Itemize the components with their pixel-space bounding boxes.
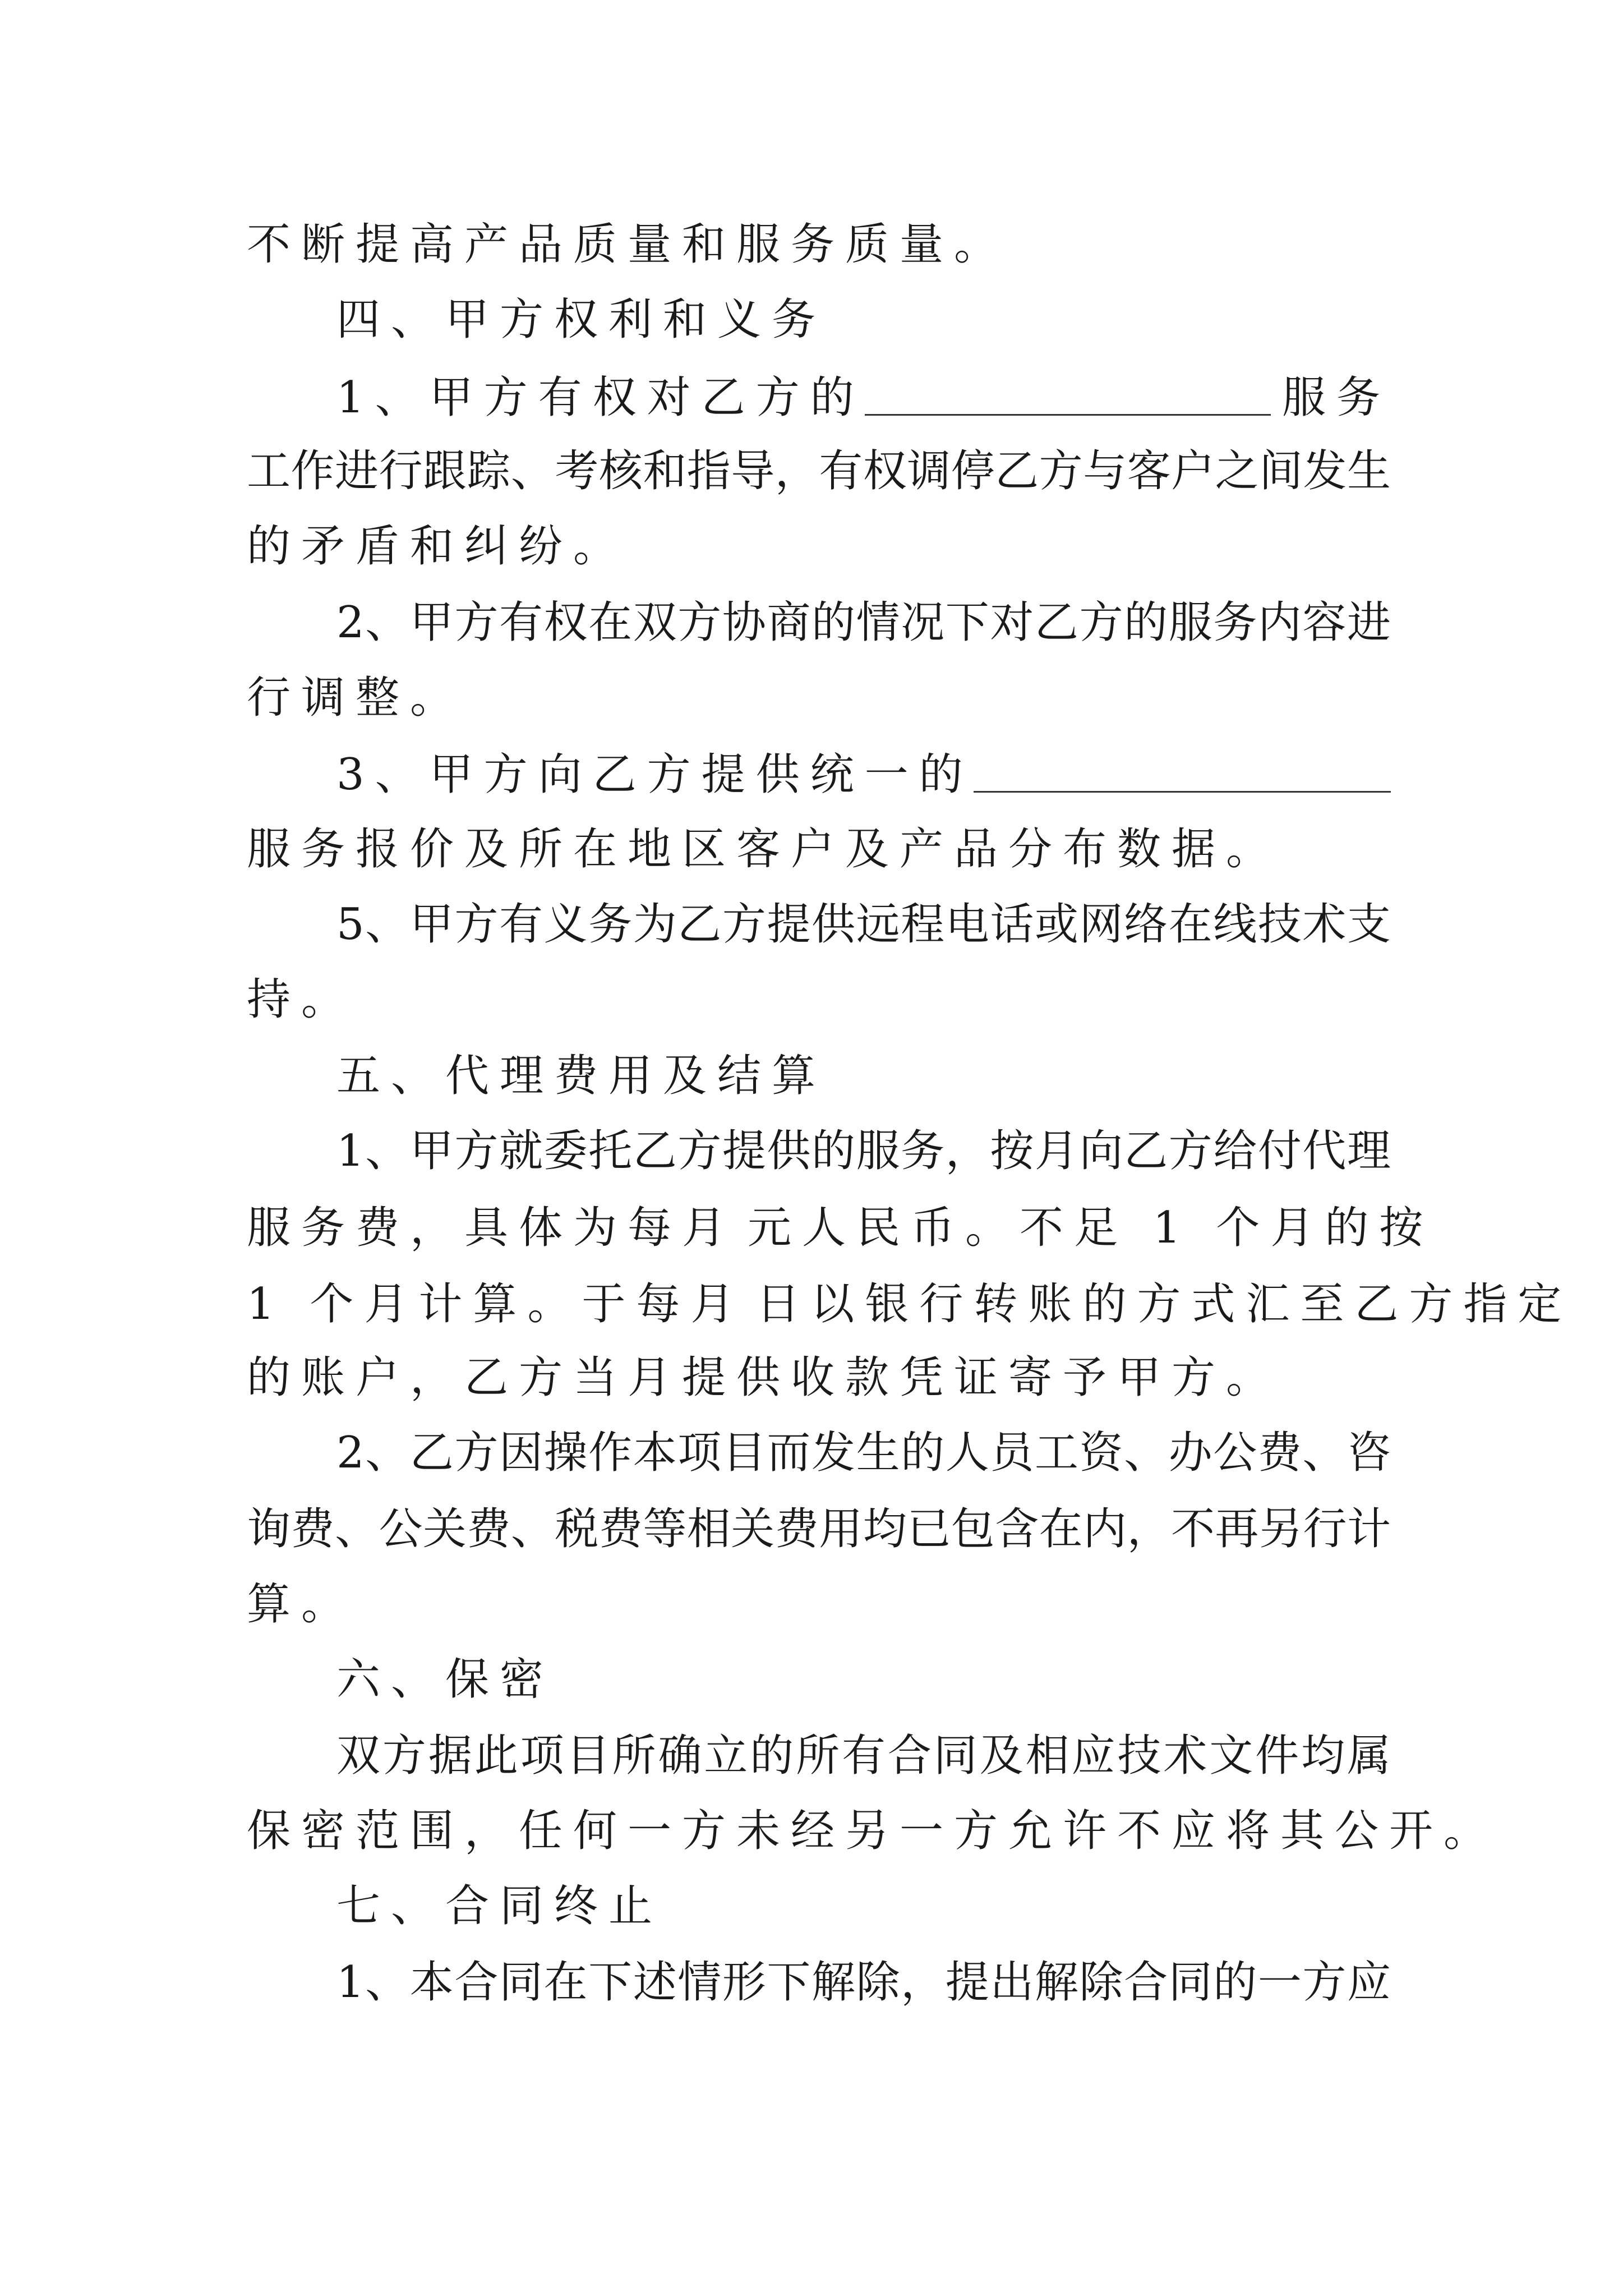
clause-text: 服务费，具体为每月 (247, 1203, 737, 1253)
clause-text: 日以银行转账的方式汇至乙方指定 (756, 1279, 1573, 1329)
section-heading: 四、甲方权利和义务 (336, 295, 827, 345)
fill-blank (865, 360, 1271, 416)
clause-text: 元人民币。不足 1 个月的按 (748, 1203, 1434, 1253)
section-heading: 六、保密 (336, 1654, 555, 1705)
paragraph-line: 的账户，乙方当月提供收款凭证寄予甲方。 (247, 1352, 1281, 1403)
paragraph-line: 服务报价及所在地区客户及产品分布数据。 (247, 824, 1281, 875)
clause-text: 1、甲方有权对乙方的 (336, 372, 865, 423)
paragraph-line: 行调整。 (247, 673, 465, 723)
clause-text: 1 个月计算。于每月 (247, 1279, 745, 1329)
paragraph-line: 2、甲方有权在双方协商的情况下对乙方的服务内容进 (336, 597, 1391, 648)
paragraph-line: 工作进行跟踪、考核和指导，有权调停乙方与客户之间发生 (247, 446, 1391, 496)
paragraph-line: 询费、公关费、税费等相关费用均已包含在内，不再另行计 (247, 1504, 1391, 1554)
paragraph-line (336, 357, 1391, 435)
paragraph-line: 双方据此项目所确立的所有合同及相应技术文件均属 (336, 1731, 1391, 1781)
paragraph-line: 算。 (247, 1579, 356, 1630)
clause-text: 3、甲方向乙方提供统一的 (336, 749, 974, 800)
section-heading: 七、合同终止 (336, 1881, 663, 1931)
paragraph-line (247, 1263, 1573, 1342)
paragraph-line: 1、本合同在下述情形下解除，提出解除合同的一方应 (336, 1957, 1391, 2008)
paragraph-line: 的矛盾和纠纷。 (247, 521, 628, 572)
paragraph-line: 保密范围，任何一方未经另一方允许不应将其公开。 (247, 1806, 1498, 1856)
paragraph-line (247, 1187, 1434, 1266)
paragraph-line: 1、甲方就委托乙方提供的服务，按月向乙方给付代理 (336, 1126, 1391, 1176)
paragraph-line: 持。 (247, 974, 356, 1025)
paragraph-line (336, 734, 1391, 812)
paragraph-line: 不断提高产品质量和服务质量。 (247, 219, 1009, 270)
section-heading: 五、代理费用及结算 (336, 1051, 827, 1101)
paragraph-line: 5、甲方有义务为乙方提供远程电话或网络在线技术支 (336, 899, 1391, 950)
fill-blank (974, 737, 1391, 793)
clause-text: 服务 (1281, 372, 1391, 423)
paragraph-line: 2、乙方因操作本项目而发生的人员工资、办公费、咨 (336, 1428, 1391, 1478)
